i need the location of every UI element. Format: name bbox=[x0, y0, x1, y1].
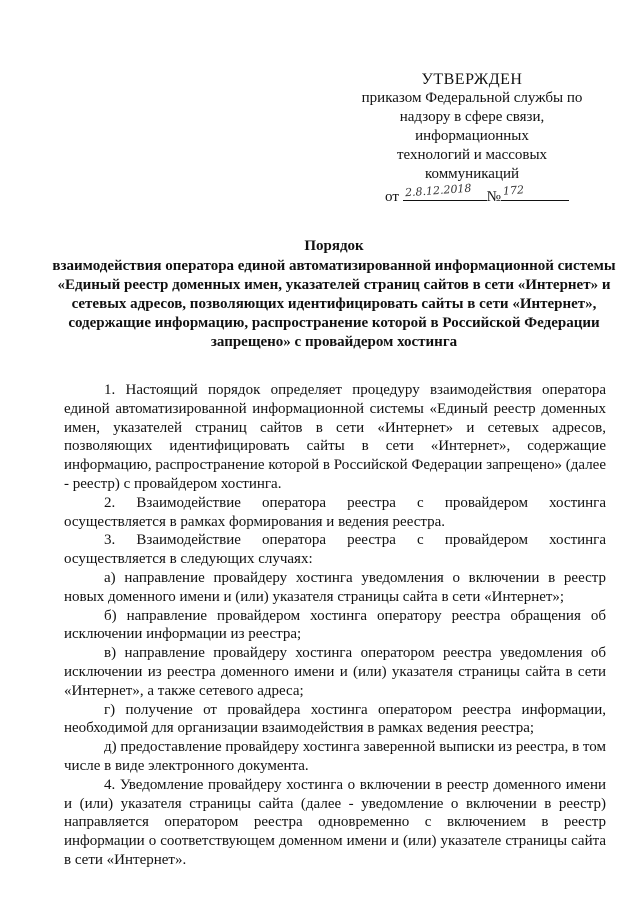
paragraph-4: 4. Уведомление провайдеру хостинга о включении в реестр доменного имени и (или) указателя страницы сайта (далее - уведомление о включении в реестр) направляется оператором реестра одновременно с включением в реестр информации о соответствующем доменном имени и (или) указателе страницы сайта в сети «Интернет». bbox=[64, 776, 606, 868]
paragraph-2: 2. Взаимодействие оператора реестра с провайдером хостинга осуществляется в рамках формирования и ведения реестра. bbox=[64, 494, 606, 530]
approved-label: УТВЕРЖДЕН bbox=[421, 71, 523, 88]
number-field bbox=[501, 184, 569, 201]
paragraph-3e: д) предоставление провайдеру хостинга заверенной выписки из реестра, в том числе в виде электронного документа. bbox=[64, 739, 606, 774]
paragraph-3a: а) направление провайдеру хостинга уведомления о включении в реестр новых доменного имени и (или) указателя страницы сайта в сети «Интернет»; bbox=[64, 569, 606, 605]
paragraph-3d: г) получение от провайдера хостинга оператором реестра информации, необходимой для организации взаимодействия в рамках ведения реестра; bbox=[64, 701, 606, 737]
document-body bbox=[64, 381, 606, 870]
paragraph-3c: в) направление провайдеру хостинга оператором реестра уведомления об исключении из реестра доменного имени и (или) указателя страницы сайта в сети «Интернет», а также сетевого адреса; bbox=[64, 645, 606, 699]
paragraph-3b: б) направление провайдером хостинга оператору реестра обращения об исключении информации из реестра; bbox=[64, 607, 606, 643]
date-field bbox=[403, 181, 487, 201]
approval-line-3: технологий и массовых коммуникаций bbox=[396, 147, 548, 182]
handwritten-date: 2.8.12.2018 bbox=[404, 181, 472, 200]
title-text: взаимодействия оператора единой автоматизированной информационной системы «Единый реестр доменных имен, указателей страниц сайтов в сети «Интернет» и сетевых адресов, позволяющих идентифицировать сайты в сети «Интернет», содержащие информацию, распространение которой в Российской Федерации запрещено» с провайдером хостинга bbox=[52, 258, 616, 350]
document-title bbox=[48, 237, 620, 352]
approval-date-number-line bbox=[362, 181, 592, 207]
number-label: № bbox=[486, 189, 501, 205]
approval-line-2: надзору в сфере связи, информационных bbox=[399, 109, 545, 144]
paragraph-1: 1. Настоящий порядок определяет процедуру взаимодействия оператора единой автоматизированной информационной системы «Единый реестр доменных имен, указателей страниц сайтов в сети «Интернет» и сетевых адресов, позволяющих идентифицировать сайты в сети «Интернет», содержащие информацию, распространение которой в Российской Федерации запрещено» (далее - реестр) с провайдером хостинга. bbox=[64, 382, 606, 492]
handwritten-number: 172 bbox=[502, 183, 525, 198]
approval-stamp-block bbox=[352, 70, 592, 207]
title-heading: Порядок bbox=[304, 238, 364, 254]
paragraph-3: 3. Взаимодействие оператора реестра с провайдером хостинга осуществляется в следующих случаях: bbox=[64, 532, 606, 568]
approval-line-1: приказом Федеральной службы по bbox=[361, 90, 583, 106]
from-label: от bbox=[385, 189, 399, 205]
